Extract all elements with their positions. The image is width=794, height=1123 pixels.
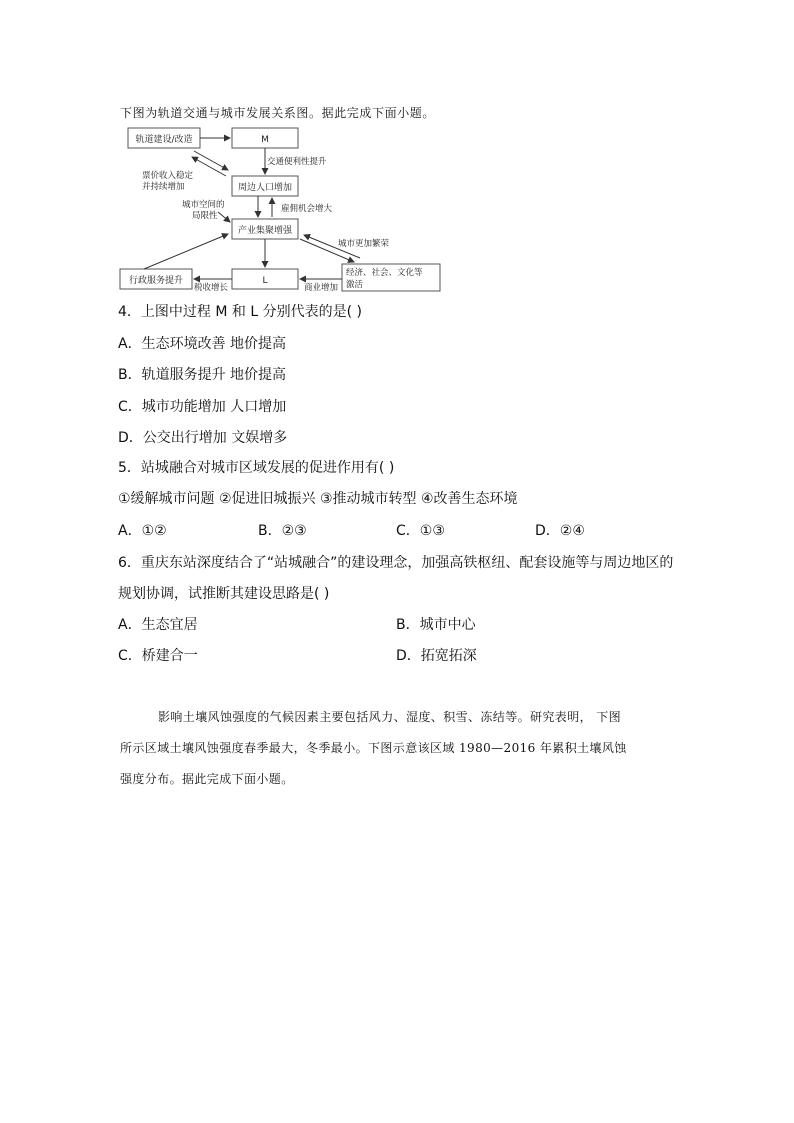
track-box-label: 轨道建设/改造 [135, 135, 193, 145]
q4-option-d[interactable]: D．公交出行增加 文娱增多 [118, 430, 288, 446]
passage [120, 702, 680, 795]
traffic-label: 交通便利性提升 [267, 157, 327, 167]
q4-option-b[interactable]: B．轨道服务提升 地价提高 [118, 367, 287, 383]
population-box-label: 周边人口增加 [237, 183, 293, 193]
q5-option-a[interactable]: A．①② [118, 523, 167, 539]
q6-option-b[interactable]: B．城市中心 [396, 617, 476, 633]
m-box-label: M [261, 135, 269, 145]
econ-box-label-2: 激活 [346, 280, 364, 290]
space-label-2: 局限性 [192, 211, 218, 221]
passage-line-1: 影响土壤风蚀强度的气候因素主要包括风力、湿度、积雪、冻结等。研究表明， 下图 [158, 710, 622, 724]
q6-stem-line-2: 规划协调，试推断其建设思路是( ) [118, 586, 330, 602]
arrow-admin-to-industry [144, 234, 228, 269]
industry-box-label: 产业集聚增强 [237, 226, 293, 236]
q6-option-d[interactable]: D．拓宽拓深 [396, 648, 477, 664]
q6-stem-line-1: 6．重庆东站深度结合了“站城融合”的建设理念，加强高铁枢纽、配套设施等与周边地区的 [118, 555, 674, 571]
passage-line-3: 强度分布。据此完成下面小题。 [120, 772, 294, 786]
econ-box-label-1: 经济、社会、文化等 [346, 268, 423, 278]
q5-option-c[interactable]: C．①③ [396, 523, 445, 539]
q4-option-c[interactable]: C．城市功能增加 人口增加 [118, 399, 287, 415]
q4-stem: 4．上图中过程 M 和 L 分别代表的是( ) [118, 304, 362, 320]
q4-option-a[interactable]: A．生态环境改善 地价提高 [118, 336, 287, 352]
rail-city-diagram [118, 124, 448, 294]
space-label-1: 城市空间的 [182, 200, 225, 210]
arrow-space-to-industry [218, 212, 230, 222]
q6-option-c[interactable]: C．桥建合一 [118, 648, 198, 664]
passage-line-2: 所示区域土壤风蚀强度春季最大，冬季最小。下图示意该区域 1980—2016 年累积土壤风蚀 [120, 741, 627, 755]
jobs-label: 雇佣机会增大 [281, 204, 333, 214]
l-box-label: L [262, 276, 268, 286]
commerce-label: 商业增加 [304, 283, 339, 293]
tax-label: 税收增长 [194, 283, 229, 293]
q5-stem: 5．站城融合对城市区域发展的促进作用有( ) [118, 460, 395, 476]
ticket-label-1: 票价收入稳定 [142, 171, 194, 181]
q6-option-a[interactable]: A．生态宜居 [118, 617, 198, 633]
prosper-label: 城市更加繁荣 [338, 239, 390, 249]
ticket-label-2: 并持续增加 [142, 182, 185, 192]
q5-option-d[interactable]: D．②④ [535, 523, 585, 539]
intro-text: 下图为轨道交通与城市发展关系图。据此完成下面小题。 [120, 106, 436, 120]
admin-box-label: 行政服务提升 [128, 276, 184, 286]
q5-items: ①缓解城市问题 ②促进旧城振兴 ③推动城市转型 ④改善生态环境 [118, 491, 518, 507]
q5-option-b[interactable]: B．②③ [258, 523, 307, 539]
